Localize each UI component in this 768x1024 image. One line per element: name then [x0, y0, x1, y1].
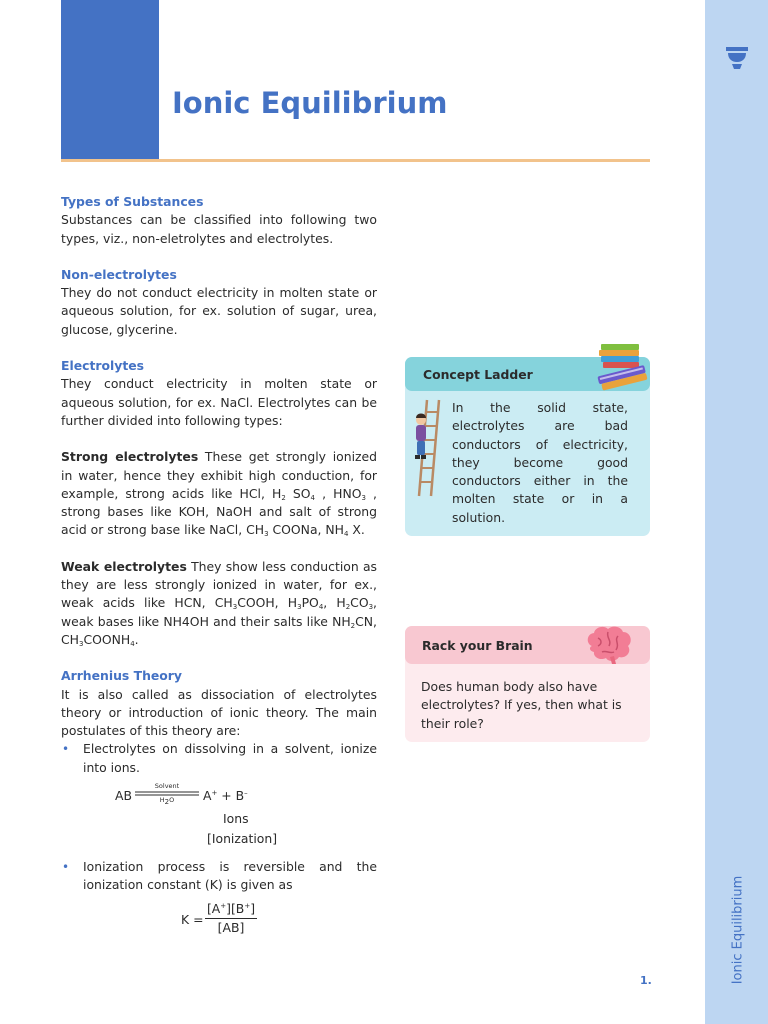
rack-brain-text: Does human body also have electrolytes? If yes, then what is their role? — [421, 679, 622, 731]
paragraph-strong-electrolytes: Strong electrolytes These get strongly ionized in water, hence they exhibit high conduction, for example, strong acids like HCl, $H_2$ $SO_4$ , $HNO_3$ , strong bases like KOH, NaOH and salt of strong acid or strong base like NaCl, $CH_3$ COONa, $NH_4$ X. — [61, 449, 378, 539]
ionization-constant-formula — [61, 900, 377, 936]
ions-label: Ions — [223, 811, 249, 827]
label-strong-electrolytes: Strong electrolytes — [61, 449, 199, 465]
formula-numerator: [A+][B+] — [206, 901, 256, 917]
side-label: Ionic Equilibrium — [730, 875, 746, 985]
side-bar — [705, 0, 768, 1024]
text-electrolytes: They conduct electricity in molten state or aqueous solution, for ex. NaCl. Electrolytes can be further divided into following types: — [61, 376, 377, 428]
header-divider — [61, 159, 650, 162]
page-number: 1. — [640, 974, 652, 987]
list-item: • Electrolytes on dissolving in a solvent, ionize into ions. — [62, 741, 377, 775]
ionization-label: [Ionization] — [207, 831, 278, 847]
equation-lhs: AB — [115, 788, 132, 804]
rack-brain-title: Rack your Brain — [422, 638, 533, 653]
text-types: Substances can be classified into following two types, viz., non-eletrolytes and electrolytes. — [61, 212, 377, 246]
postulate-list — [61, 740, 377, 777]
paragraph-weak-electrolytes: Weak electrolytes They show less conduction as they are less strongly ionized in water, for ex., weak acids like HCN, $CH_3COOH$, $H_3PO_4$, $H_2CO_3$, weak bases like NH4OH and their salts like $NH_2CN$, $CH_3COONH_4$. — [61, 558, 377, 648]
heading-non-electrolytes: Non-electrolytes — [61, 266, 177, 282]
list-item: • Ionization process is reversible and the ionization constant (K) is given as — [62, 858, 377, 892]
concept-ladder-title: Concept Ladder — [423, 367, 533, 382]
heading-types: Types of Substances — [61, 194, 204, 209]
heading-arrhenius: Arrhenius Theory — [61, 668, 182, 684]
formula-k: K = — [181, 912, 204, 928]
bullet-icon: • — [62, 742, 70, 757]
arrow-label-top: Solvent — [154, 782, 180, 791]
bullet-icon: • — [62, 859, 70, 874]
postulate-list-2 — [61, 858, 377, 895]
ladder-climber-icon — [409, 398, 445, 498]
arrow-label-bottom: $H_2O$ — [159, 796, 175, 807]
heading-electrolytes: Electrolytes — [61, 358, 145, 374]
brain-icon — [584, 624, 634, 666]
main-column — [61, 193, 377, 936]
ionization-equation — [61, 783, 377, 807]
page-title: Ionic Equilibrium — [172, 86, 448, 120]
books-icon — [595, 340, 651, 392]
formula-denominator: [AB] — [217, 920, 245, 936]
unacademy-logo-icon — [723, 44, 751, 72]
label-weak-electrolytes: Weak electrolytes — [61, 558, 187, 574]
text-arrhenius: It is also called as dissociation of electrolytes theory or introduction of ionic theory. The main postulates of this theory are: — [61, 686, 377, 739]
header-color-block — [61, 0, 159, 160]
equation-rhs: A+ + B– — [203, 788, 248, 804]
text-non-electrolytes: They do not conduct electricity in molten state or aqueous solution, for ex. solution of sugar, urea, glucose, glycerine. — [61, 285, 377, 337]
concept-ladder-text: In the solid state, electrolytes are bad conductors of electricity, they become good conductors either in the molten state or in a solution. — [452, 400, 628, 525]
